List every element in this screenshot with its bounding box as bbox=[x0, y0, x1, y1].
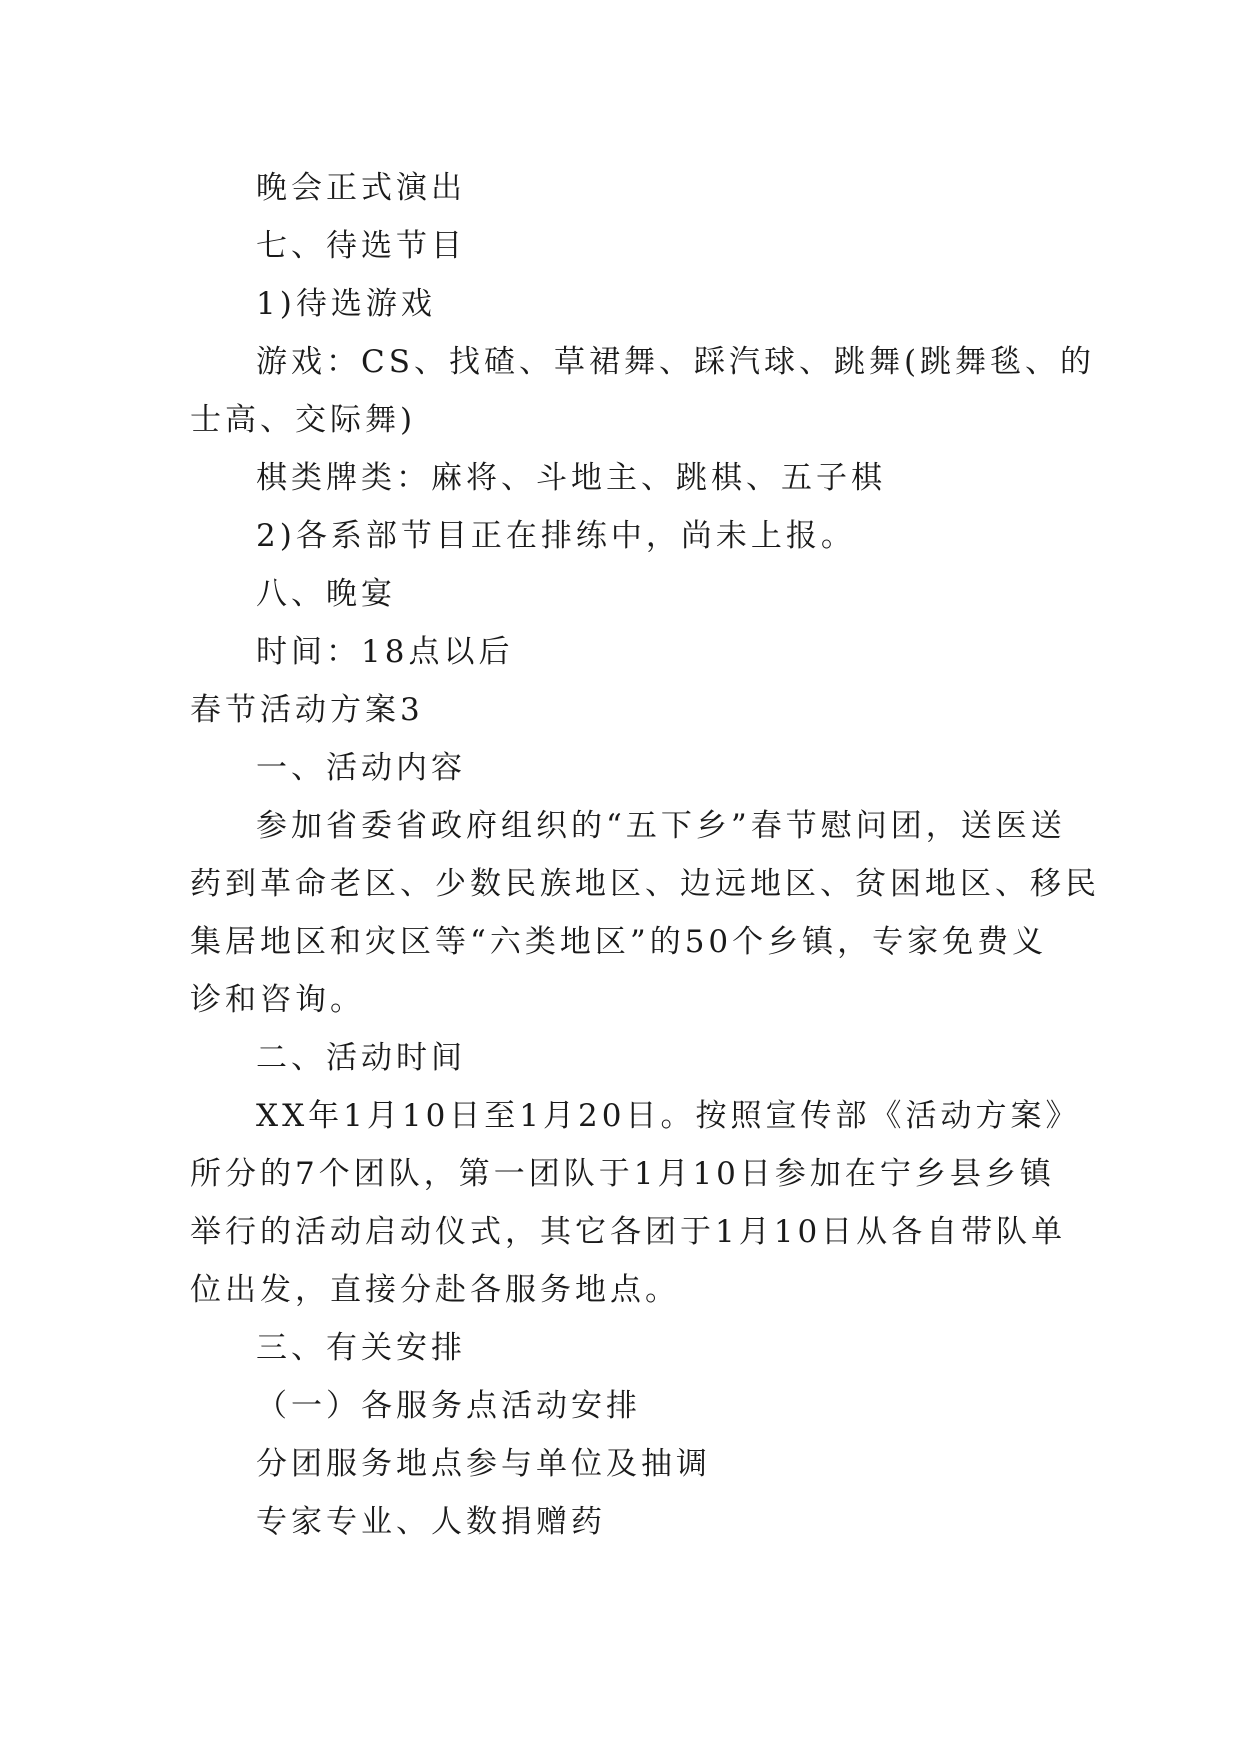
text-line: 分团服务地点参与单位及抽调 bbox=[256, 1446, 711, 1482]
section-heading: 七、待选节目 bbox=[256, 228, 466, 264]
text-line: 专家专业、人数捐赠药 bbox=[256, 1504, 606, 1540]
text-line: 举行的活动启动仪式，其它各团于1月10日从各自带队单 bbox=[190, 1214, 1067, 1250]
text-line: 棋类牌类：麻将、斗地主、跳棋、五子棋 bbox=[256, 460, 886, 496]
text-line: 游戏：CS、找碴、草裙舞、踩汽球、跳舞(跳舞毯、的 bbox=[256, 344, 1096, 380]
section-heading: 二、活动时间 bbox=[256, 1040, 466, 1076]
text-line: 位出发，直接分赴各服务地点。 bbox=[190, 1272, 680, 1308]
subsection-heading: （一）各服务点活动安排 bbox=[256, 1388, 641, 1424]
text-line: 诊和咨询。 bbox=[190, 982, 365, 1018]
text-line: 时间：18点以后 bbox=[256, 634, 514, 670]
text-line: 1)待选游戏 bbox=[256, 286, 436, 322]
text-line: 士高、交际舞) bbox=[190, 402, 417, 438]
text-line: 集居地区和灾区等“六类地区”的50个乡镇，专家免费义 bbox=[190, 924, 1048, 960]
text-line: XX年1月10日至1月20日。按照宣传部《活动方案》 bbox=[256, 1098, 1081, 1134]
text-line: 参加省委省政府组织的“五下乡”春节慰问团，送医送 bbox=[256, 808, 1066, 844]
section-heading: 八、晚宴 bbox=[256, 576, 396, 612]
section-heading: 一、活动内容 bbox=[256, 750, 466, 786]
document-title: 春节活动方案3 bbox=[190, 692, 424, 728]
section-heading: 三、有关安排 bbox=[256, 1330, 466, 1366]
document-body bbox=[190, 159, 1100, 1551]
text-line: 所分的7个团队，第一团队于1月10日参加在宁乡县乡镇 bbox=[190, 1156, 1055, 1192]
text-line: 晚会正式演出 bbox=[256, 170, 466, 206]
text-line: 药到革命老区、少数民族地区、边远地区、贫困地区、移民 bbox=[190, 866, 1100, 902]
text-line: 2)各系部节目正在排练中，尚未上报。 bbox=[256, 518, 856, 554]
